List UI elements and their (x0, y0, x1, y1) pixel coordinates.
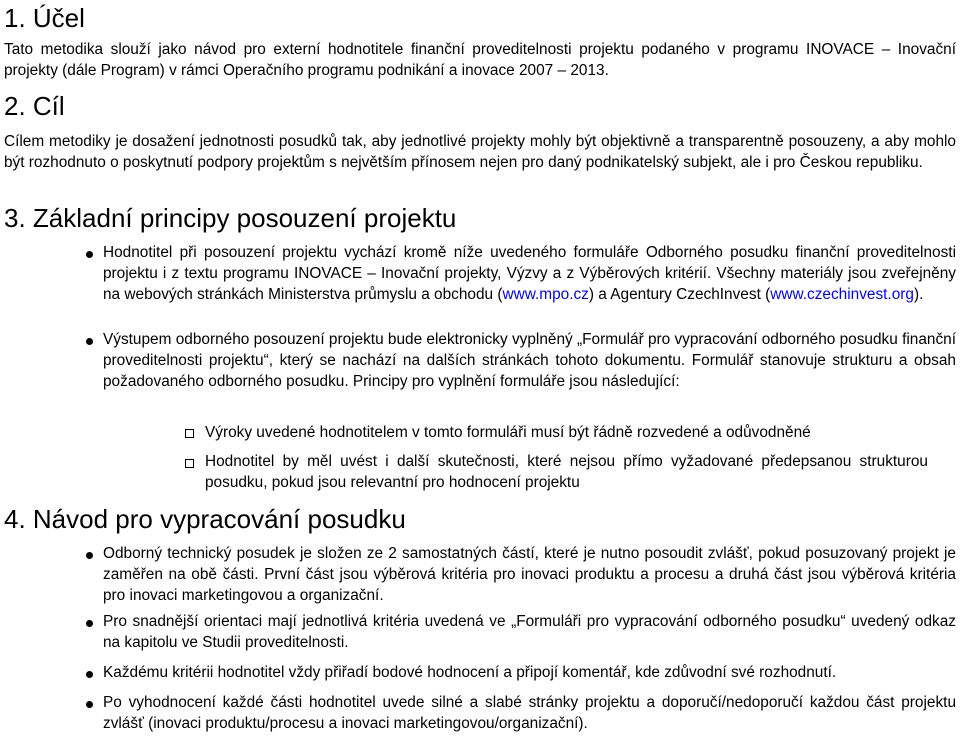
checkbox-icon (185, 429, 194, 438)
navod-item-4: Po vyhodnocení každé části hodnotitel uvede silné a slabé stránky projektu a doporučí/nedoporučí každou část projektu zvlášť (inovaci produktu/procesu a inovaci marketingovou/organizační). (103, 694, 956, 732)
section-heading-cil: 2. Cíl (4, 91, 65, 121)
section-heading-ucel: 1. Účel (4, 3, 85, 33)
navod-item-1: Odborný technický posudek je složen ze 2 samostatných částí, které je nutno posoudit zvlášť, pokud posuzovaný projekt je zaměřen na obě části. První část jsou výběrová kritéria pro inovaci produktu a procesu a druhá část jsou výběrová kritéria pro inovaci marketingovou a organizační. (103, 545, 956, 604)
bullet-icon (86, 338, 93, 345)
mpo-link[interactable]: www.mpo.cz (502, 286, 589, 303)
bullet-icon (86, 552, 93, 559)
cil-paragraph: Cílem metodiky je dosažení jednotnosti posudků tak, aby jednotlivé projekty mohly být objektivně a transparentně posouzeny, a aby mohlo být rozhodnuto o poskytnutí podpory projektům s největším přínosem nejen pro daný podnikatelský subjekt, ale i pro Českou republiku. (4, 133, 956, 171)
section-heading-principy: 3. Základní principy posouzení projektu (4, 203, 457, 233)
principy-item-1-text: Hodnotitel při posouzení projektu vychází kromě níže uvedeného formuláře Odborného posudku finanční proveditelnosti projektu i z textu programu INOVACE – Inovační projekty, Výzvy a z Výběrových kritérií. Všechny materiály jsou zveřejněny na webových stránkách Ministerstva průmyslu a obchodu ( (103, 244, 956, 303)
principy-item-1 (103, 242, 956, 305)
czechinvest-link[interactable]: www.czechinvest.org (770, 286, 914, 303)
bullet-icon (86, 251, 93, 258)
principy-subitem-1: Výroky uvedené hodnotitelem v tomto formuláři musí být řádně rozvedené a odůvodněné (205, 424, 811, 441)
navod-item-3: Každému kritérii hodnotitel vždy přiřadí bodové hodnocení a připojí komentář, kde zdůvodní své rozhodnutí. (103, 664, 837, 681)
principy-item-2: Výstupem odborného posouzení projektu bude elektronicky vyplněný „Formulář pro vypracování odborného posudku finanční proveditelnosti projektu“, který se nachází na dalších stránkách tohoto dokumentu. Formulář stanovuje strukturu a obsah požadovaného odborného posudku. Principy pro vyplnění formuláře jsou následující: (103, 331, 956, 390)
bullet-icon (86, 701, 93, 708)
ucel-paragraph: Tato metodika slouží jako návod pro externí hodnotitele finanční proveditelnosti projektu podaného v programu INOVACE – Inovační projekty (dále Program) v rámci Operačního programu podnikání a inovace 2007 – 2013. (4, 41, 956, 79)
section-heading-navod: 4. Návod pro vypracování posudku (4, 504, 406, 534)
checkbox-icon (185, 459, 194, 468)
principy-subitem-2: Hodnotitel by měl uvést i další skutečnosti, které nejsou přímo vyžadované předepsanou strukturou posudku, pokud jsou relevantní pro hodnocení projektu (205, 453, 928, 491)
bullet-icon (86, 671, 93, 678)
navod-item-2: Pro snadnější orientaci mají jednotlivá kritéria uvedená ve „Formuláři pro vypracování odborného posudku“ uvedený odkaz na kapitolu ve Studii proveditelnosti. (103, 613, 956, 651)
principy-item-1-mid: ) a Agentury CzechInvest ( (588, 286, 771, 303)
principy-item-1-end: ). (913, 286, 924, 303)
bullet-icon (86, 620, 93, 627)
